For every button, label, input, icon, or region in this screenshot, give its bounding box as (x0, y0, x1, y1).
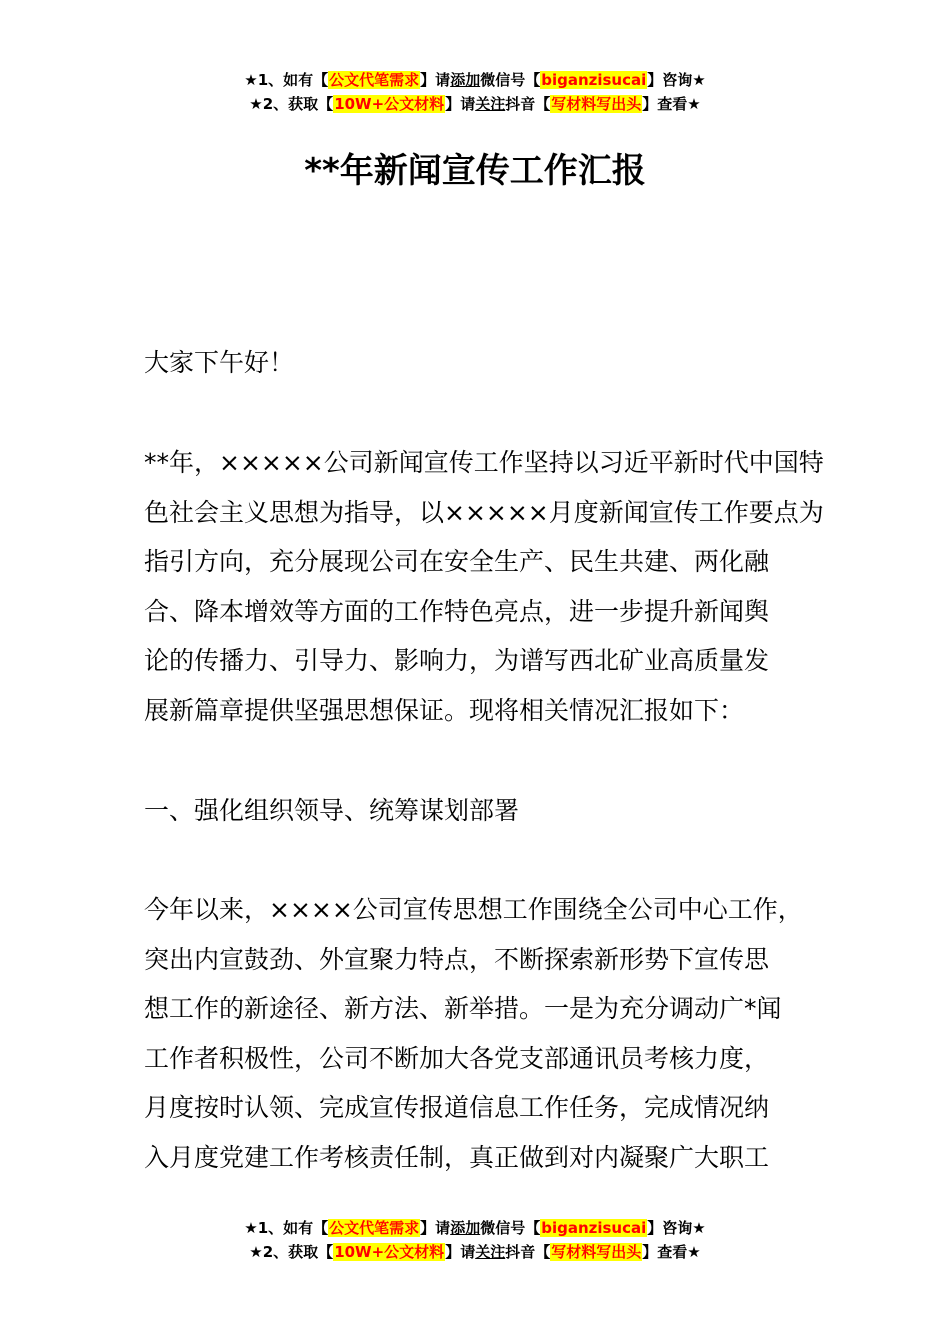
promo-banner-bottom (0, 1216, 950, 1264)
paragraph-line: 突出内宣鼓劲、外宣聚力特点，不断探索新形势下宣传思 (144, 944, 770, 974)
promo-highlight: 写材料写出头 (551, 95, 642, 113)
promo-highlight: 10W+公文材料 (334, 95, 445, 113)
promo-text: 】请 (420, 71, 451, 89)
document-title: **年新闻宣传工作汇报 (304, 151, 646, 191)
paragraph-intro (144, 438, 824, 736)
paragraph-line: **年，×××××公司新闻宣传工作坚持以习近平新时代中国特 (144, 448, 824, 477)
paragraph-line: 工作者积极性，公司不断加大各党支部通讯员考核力度， (144, 1043, 770, 1073)
promo-underline: 添加 (450, 71, 481, 89)
paragraph-line: 色社会主义思想为指导，以×××××月度新闻宣传工作要点为 (144, 497, 824, 527)
promo-text: ★2、获取【 (249, 1243, 334, 1261)
paragraph-line: 合、降本增效等方面的工作特色亮点，进一步提升新闻舆 (144, 596, 770, 626)
promo-underline: 添加 (450, 1219, 481, 1237)
promo-banner-top (0, 68, 950, 116)
promo-highlight: 公文代笔需求 (329, 1219, 420, 1237)
promo-underline: 关注 (475, 95, 506, 113)
paragraph-line: 论的传播力、引导力、影响力，为谱写西北矿业高质量发 (144, 646, 770, 676)
promo-text: ★1、如有【 (244, 71, 329, 89)
section-heading (144, 786, 809, 836)
promo-text: 】咨询★ (647, 1219, 706, 1237)
promo-line-1 (0, 68, 950, 92)
promo-text: 微信号【 (480, 71, 541, 89)
promo-line-2 (0, 1240, 950, 1264)
paragraph-line: 展新篇章提供坚强思想保证。现将相关情况汇报如下： (144, 695, 745, 725)
promo-text: 抖音【 (505, 1243, 551, 1261)
promo-text: 】请 (445, 95, 476, 113)
promo-line-2 (0, 92, 950, 116)
greeting-text: 大家下午好！ (144, 348, 295, 377)
paragraph-line: 入月度党建工作考核责任制，真正做到对内凝聚广大职工 (144, 1142, 770, 1172)
promo-text: 】查看★ (642, 1243, 701, 1261)
promo-highlight: biganzisucai (541, 1219, 647, 1237)
promo-highlight: 写材料写出头 (551, 1243, 642, 1261)
promo-text: 】请 (420, 1219, 451, 1237)
paragraph-line: 想工作的新途径、新方法、新举措。一是为充分调动广*闻 (144, 994, 782, 1024)
promo-text: 】请 (445, 1243, 476, 1261)
section-heading-text: 一、强化组织领导、统筹谋划部署 (144, 796, 520, 825)
promo-text: ★2、获取【 (249, 95, 334, 113)
promo-line-1 (0, 1216, 950, 1240)
paragraph-line: 指引方向，充分展现公司在安全生产、民生共建、两化融 (144, 547, 770, 577)
promo-text: 微信号【 (480, 1219, 541, 1237)
paragraph-section-one (144, 885, 809, 1183)
promo-highlight: 10W+公文材料 (334, 1243, 445, 1261)
promo-underline: 关注 (475, 1243, 506, 1261)
promo-highlight: 公文代笔需求 (329, 71, 420, 89)
promo-text: 】咨询★ (647, 71, 706, 89)
promo-text: 】查看★ (642, 95, 701, 113)
greeting (144, 338, 809, 388)
promo-text: 抖音【 (505, 95, 551, 113)
promo-highlight: biganzisucai (541, 71, 647, 89)
paragraph-line: 月度按时认领、完成宣传报道信息工作任务，完成情况纳 (144, 1093, 770, 1123)
promo-text: ★1、如有【 (244, 1219, 329, 1237)
paragraph-line: 今年以来，××××公司宣传思想工作围绕全公司中心工作， (144, 895, 803, 924)
